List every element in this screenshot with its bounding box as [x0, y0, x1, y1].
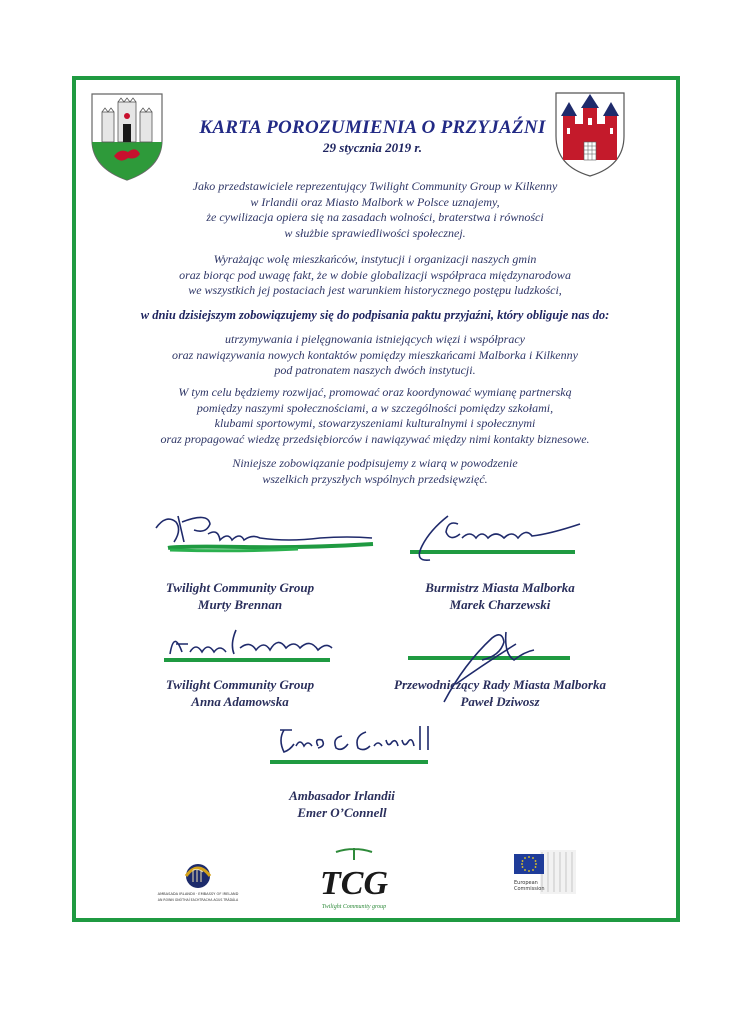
- paragraph-line: W tym celu będziemy rozwijać, promować oraz koordynować wymianę partnerską: [178, 385, 572, 399]
- twilight-community-group-logo: [316, 842, 392, 920]
- paragraph-obligations: [110, 332, 640, 379]
- signatory-organization: Twilight Community Group: [165, 580, 315, 595]
- signature-murty-brennan: [148, 508, 380, 558]
- signatory-block-marek-charzewski: [370, 579, 630, 613]
- signatory-block-anna-adamowska: [140, 676, 340, 710]
- paragraph-line: w Irlandii oraz Miasto Malbork w Polsce uznajemy,: [250, 194, 500, 209]
- signatory-organization: Ambasador Irlandii: [289, 788, 395, 803]
- signatory-block-pawel-dziwosz: [355, 676, 645, 710]
- commitment-statement: w dniu dzisiejszym zobowiązujemy się do podpisania paktu przyjaźni, który obliguje nas do:: [140, 308, 610, 322]
- paragraph-line: oraz nawiązywania nowych kontaktów pomiędzy mieszkańcami Malborka i Kilkenny: [172, 347, 578, 362]
- signature-marek-charzewski: [400, 510, 590, 570]
- ec-logo-line-1: European: [514, 880, 538, 886]
- document-title: KARTA POROZUMIENIA O PRZYJAŹNI: [199, 117, 546, 138]
- paragraph-line: Wyrażając wolę mieszkańców, instytucji i organizacji naszych gmin: [213, 252, 537, 266]
- signatory-block-murty-brennan: [140, 579, 340, 613]
- signature-anna-adamowska: [160, 622, 340, 668]
- signatory-organization: Przewodniczący Rady Miasta Malborka: [394, 677, 606, 692]
- signatory-name: Paweł Dziwosz: [460, 694, 540, 709]
- paragraph-line: oraz biorąc pod uwagę fakt, że w dobie globalizacji współpraca międzynarodowa: [179, 267, 571, 282]
- paragraph-goals: [110, 385, 640, 447]
- paragraph-line: pod patronatem naszych dwóch instytucji.: [274, 363, 476, 377]
- european-commission-logo: [498, 848, 578, 896]
- signatory-block-emer-oconnell: [242, 787, 442, 821]
- signatory-name: Marek Charzewski: [449, 597, 551, 612]
- signatory-organization: Twilight Community Group: [165, 677, 315, 692]
- signatory-name: Murty Brennan: [197, 597, 283, 612]
- document-date: 29 stycznia 2019 r.: [323, 140, 422, 155]
- paragraph-closing: [110, 456, 640, 487]
- signatory-name: Anna Adamowska: [191, 694, 289, 709]
- embassy-logo-line-2: AN ROINN GNÓTHAÍ EACHTRACHA AGUS TRÁDÁLA: [157, 898, 239, 902]
- signature-emer-oconnell: [270, 718, 450, 770]
- paragraph-intro: [110, 179, 640, 241]
- paragraph-line: utrzymywania i pielęgnowania istniejących więzi i współpracy: [225, 332, 525, 346]
- tcg-logo-letters: TCG: [320, 865, 388, 902]
- paragraph-line: pomiędzy naszymi społecznościami, a w szczególności pomiędzy szkołami,: [196, 400, 554, 415]
- paragraph-line: we wszystkich jej postaciach jest warunkiem historycznego postępu ludzkości,: [188, 283, 562, 297]
- paragraph-line: Niniejsze zobowiązanie podpisujemy z wiarą w powodzenie: [232, 456, 518, 470]
- paragraph-line: klubami sportowymi, stowarzyszeniami kulturalnymi i społecznymi: [214, 416, 536, 430]
- paragraph-line: oraz propagować wiedzę przedsiębiorców i nawiązywać między nimi kontakty biznesowe.: [160, 431, 590, 446]
- embassy-of-ireland-logo: [142, 862, 254, 908]
- tcg-logo-caption: Twilight Community group: [321, 904, 387, 910]
- paragraph-line: że cywilizacja opiera się na zasadach wolności, braterstwa i równości: [206, 210, 544, 224]
- paragraph-will: [110, 252, 640, 299]
- paragraph-line: wszelkich przyszłych wspólnych przedsięwzięć.: [262, 471, 488, 486]
- paragraph-line: w służbie sprawiedliwości społecznej.: [284, 225, 466, 240]
- signatory-organization: Burmistrz Miasta Malborka: [425, 580, 575, 595]
- signatory-name: Emer O’Connell: [297, 805, 387, 820]
- paragraph-line: Jako przedstawiciele reprezentujący Twilight Community Group w Kilkenny: [192, 179, 558, 193]
- ec-logo-line-2: Commission: [514, 886, 545, 892]
- embassy-logo-line-1: AMBASADA IRLANDII · EMBASSY OF IRELAND: [157, 892, 239, 896]
